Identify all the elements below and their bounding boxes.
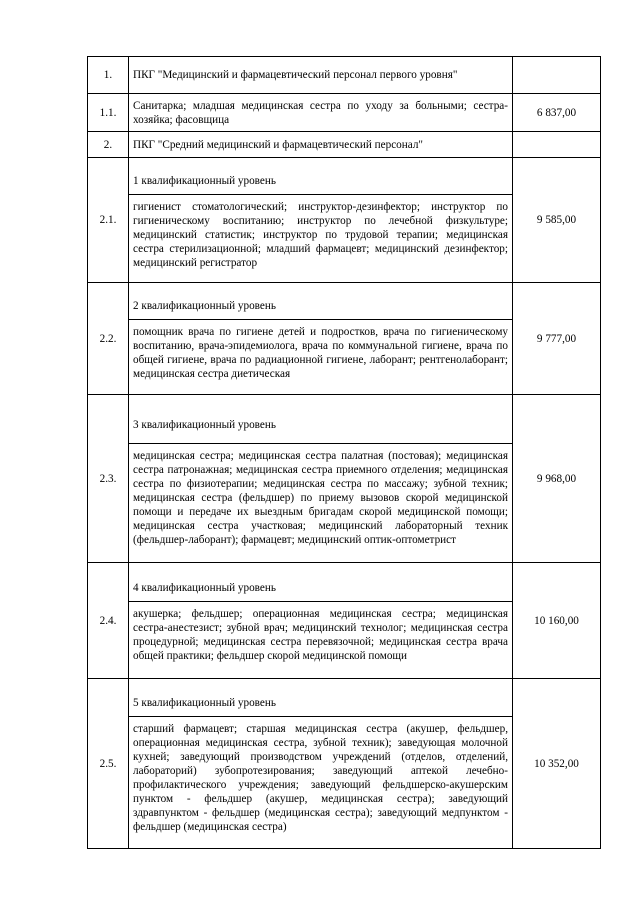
position-list: помощник врача по гигиене детей и подростков, врача по гигиеническому воспитанию, врача-эпидемиолога, врача по коммунальной гигиене, врача по общей гигиене, врача по радиационной гигиене, лаборант; рентгенолаборант; медицинская сестра диетическая — [133, 326, 508, 380]
salary-value — [513, 57, 601, 94]
salary-value: 9 968,00 — [513, 395, 601, 563]
position-list: старший фармацевт; старшая медицинская сестра (акушер, фельдшер, операционная медицинская сестра, зубной техник); заведующая молочной кухней; заведующий производством учреждений (отделов, отделений, лабораторий) зубопротезирования; заведующий аптекой лечебно-профилактического учреждения; заведующий фельдшерско-акушерским пунктом - фельдшер (акушер, медицинская сестра); заведующий здравпунктом - фельдшер (медицинская сестра); заведующий медпунктом - фельдшер (медицинская сестра) — [133, 723, 508, 833]
level-cell — [129, 283, 513, 395]
level-cell — [129, 563, 513, 679]
table-row — [88, 158, 601, 283]
position-list: Санитарка; младшая медицинская сестра по уходу за больными; сестра-хозяйка; фасовщица — [129, 94, 513, 132]
level-cell — [129, 679, 513, 849]
row-number: 2.3. — [88, 395, 129, 563]
row-number: 2. — [88, 132, 129, 158]
salary-value: 6 837,00 — [513, 94, 601, 132]
level-title: 4 квалификационный уровень — [129, 575, 512, 602]
salary-value — [513, 132, 601, 158]
salary-value: 9 585,00 — [513, 158, 601, 283]
level-cell — [129, 395, 513, 563]
row-number: 2.2. — [88, 283, 129, 395]
level-title: 1 квалификационный уровень — [129, 168, 512, 195]
group-title: ПКГ "Средний медицинский и фармацевтический персонал" — [129, 132, 513, 158]
table-row — [88, 679, 601, 849]
group-title: ПКГ "Медицинский и фармацевтический персонал первого уровня" — [129, 57, 513, 94]
table-row — [88, 57, 601, 94]
row-number: 2.4. — [88, 563, 129, 679]
salary-value: 10 160,00 — [513, 563, 601, 679]
salary-value: 9 777,00 — [513, 283, 601, 395]
table-row — [88, 283, 601, 395]
salary-value: 10 352,00 — [513, 679, 601, 849]
level-title: 3 квалификационный уровень — [129, 407, 512, 444]
row-number: 2.5. — [88, 679, 129, 849]
level-title: 2 квалификационный уровень — [129, 293, 512, 320]
table-row — [88, 94, 601, 132]
table-row — [88, 132, 601, 158]
row-number: 1.1. — [88, 94, 129, 132]
row-number: 1. — [88, 57, 129, 94]
salary-table — [87, 56, 601, 849]
row-number: 2.1. — [88, 158, 129, 283]
level-title: 5 квалификационный уровень — [129, 690, 512, 717]
level-cell — [129, 158, 513, 283]
table-row — [88, 395, 601, 563]
position-list: акушерка; фельдшер; операционная медицинская сестра; медицинская сестра-анестезист; зубной врач; медицинский технолог; медицинская сестра процедурной; медицинская сестра перевязочной; медицинская сестра врача общей практики; фельдшер скорой медицинской помощи — [133, 608, 508, 662]
position-list: медицинская сестра; медицинская сестра палатная (постовая); медицинская сестра патронажная; медицинская сестра приемного отделения; медицинская сестра по физиотерапии; медицинская сестра по массажу; зубной техник; медицинская сестра (фельдшер) по приему вызовов скорой медицинской помощи и передаче их выездным бригадам скорой медицинской помощи; медицинская сестра участковая; медицинский лабораторный техник (фельдшер-лаборант); фармацевт; медицинский оптик-оптометрист — [133, 450, 508, 546]
table-row — [88, 563, 601, 679]
position-list: гигиенист стоматологический; инструктор-дезинфектор; инструктор по гигиеническому воспитанию; инструктор по лечебной физкультуре; медицинский статистик; инструктор по трудовой терапии; медицинская сестра стерилизационной; младший фармацевт; медицинский дезинфектор; медицинский регистратор — [133, 200, 508, 269]
